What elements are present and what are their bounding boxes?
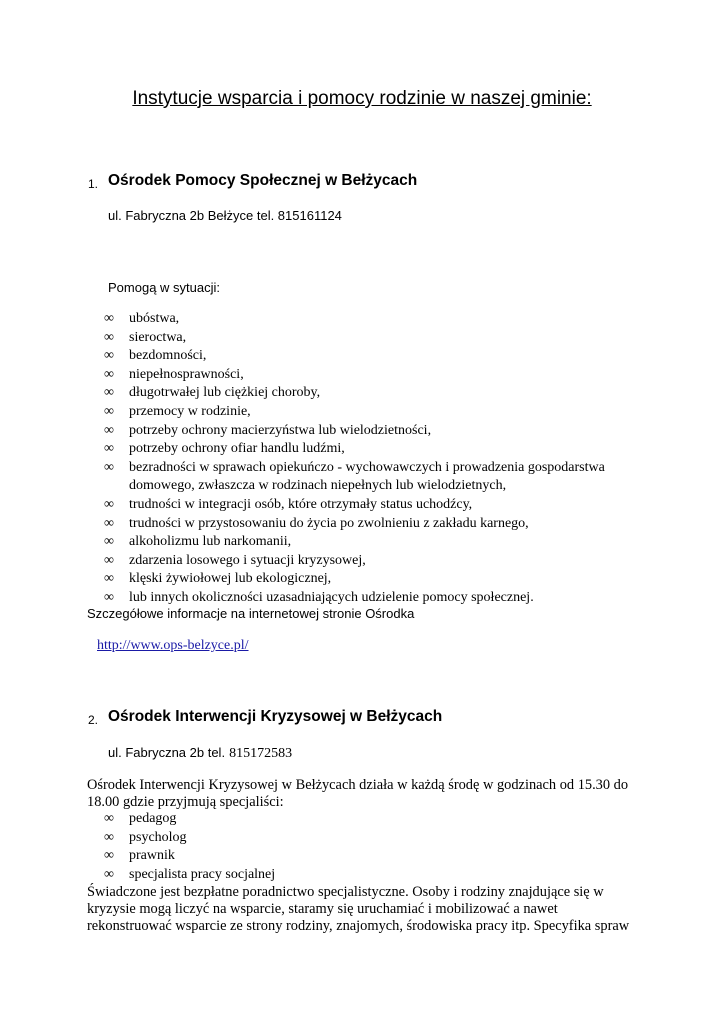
list-item: ∞ alkoholizmu lub narkomanii, <box>104 533 605 552</box>
section-1-number: 1. <box>88 177 99 191</box>
infinity-bullet-icon: ∞ <box>104 589 114 605</box>
list-item: ∞ niepełnosprawności, <box>104 366 605 385</box>
list-item: ∞ trudności w integracji osób, które otrzymały status uchodźcy, <box>104 496 605 515</box>
section-2-number: 2. <box>88 713 99 727</box>
infinity-bullet-icon: ∞ <box>104 385 114 401</box>
list-item: ∞ lub innych okoliczności uzasadniających udzielenie pomocy społecznej. <box>104 589 605 608</box>
infinity-bullet-icon: ∞ <box>104 515 114 531</box>
section-2-paragraph-2: Świadczone jest bezpłatne poradnictwo specjalistyczne. Osoby i rodziny znajdujące się w kryzysie mogą liczyć na wsparcie, staramy się uruchamiać i mobilizować a nawet rekonstruować wsparcie ze strony rodziny, znajomych, środowiska pracy itp. Specyfika spraw <box>87 884 630 934</box>
section-2-heading: Ośrodek Interwencji Kryzysowej w Bełżycach <box>108 708 443 725</box>
infinity-bullet-icon: ∞ <box>104 441 114 457</box>
section-2-paragraph-1: Ośrodek Interwencji Kryzysowej w Bełżycach działa w każdą środę w godzinach od 15.30 do 18.00 gdzie przyjmują specjaliści: <box>87 777 629 810</box>
list-item: ∞ potrzeby ochrony macierzyństwa lub wielodzietności, <box>104 422 605 441</box>
list-item: ∞ bezdomności, <box>104 347 605 366</box>
infinity-bullet-icon: ∞ <box>104 366 114 382</box>
infinity-bullet-icon: ∞ <box>104 571 114 587</box>
infinity-bullet-icon: ∞ <box>104 811 114 826</box>
list-item: ∞ długotrwałej lub ciężkiej choroby, <box>104 384 605 403</box>
infinity-bullet-icon: ∞ <box>104 829 114 845</box>
infinity-bullet-icon: ∞ <box>104 459 114 475</box>
list-item: ∞ klęski żywiołowej lub ekologicznej, <box>104 570 605 589</box>
section-1-intro: Pomogą w sytuacji: <box>108 280 220 295</box>
list-item: ∞ psycholog <box>104 829 275 848</box>
infinity-bullet-icon: ∞ <box>104 552 114 568</box>
section-2-address-street: ul. Fabryczna 2b tel. <box>108 745 226 760</box>
list-item: ∞ ubóstwa, <box>104 310 605 329</box>
infinity-bullet-icon: ∞ <box>104 348 114 364</box>
list-item: ∞ przemocy w rodzinie, <box>104 403 605 422</box>
list-item: ∞ zdarzenia losowego i sytuacji kryzysowej, <box>104 552 605 571</box>
infinity-bullet-icon: ∞ <box>104 534 114 550</box>
section-2-address <box>108 744 292 762</box>
infinity-bullet-icon: ∞ <box>104 866 114 882</box>
section-1-address: ul. Fabryczna 2b Bełżyce tel. 815161124 <box>108 208 342 223</box>
section-2-specialists-list <box>104 810 275 884</box>
list-item: ∞ bezradności w sprawach opiekuńczo - wychowawczych i prowadzenia gospodarstwa domowego, zwłaszcza w rodzinach niepełnych lub wielodzietnych, <box>104 459 605 494</box>
section-1-heading: Ośrodek Pomocy Społecznej w Bełżycach <box>108 172 418 189</box>
ops-website-link[interactable]: http://www.ops-belzyce.pl/ <box>97 638 249 653</box>
section-1-details: Szczegółowe informacje na internetowej stronie Ośrodka <box>87 606 415 621</box>
infinity-bullet-icon: ∞ <box>104 403 114 419</box>
infinity-bullet-icon: ∞ <box>104 311 114 326</box>
list-item: ∞ sieroctwa, <box>104 329 605 348</box>
infinity-bullet-icon: ∞ <box>104 848 114 864</box>
list-item: ∞ potrzeby ochrony ofiar handlu ludźmi, <box>104 440 605 459</box>
infinity-bullet-icon: ∞ <box>104 496 114 512</box>
list-item: ∞ prawnik <box>104 847 275 866</box>
list-item: ∞ specjalista pracy socjalnej <box>104 866 275 885</box>
section-2-phone: 815172583 <box>229 746 293 761</box>
page-title: Instytucje wsparcia i pomocy rodzinie w naszej gminie: <box>132 88 592 109</box>
list-item: ∞ trudności w przystosowaniu do życia po zwolnieniu z zakładu karnego, <box>104 515 605 534</box>
list-item: ∞ pedagog <box>104 810 275 829</box>
infinity-bullet-icon: ∞ <box>104 329 114 345</box>
section-1-situations-list <box>104 310 605 608</box>
infinity-bullet-icon: ∞ <box>104 422 114 438</box>
